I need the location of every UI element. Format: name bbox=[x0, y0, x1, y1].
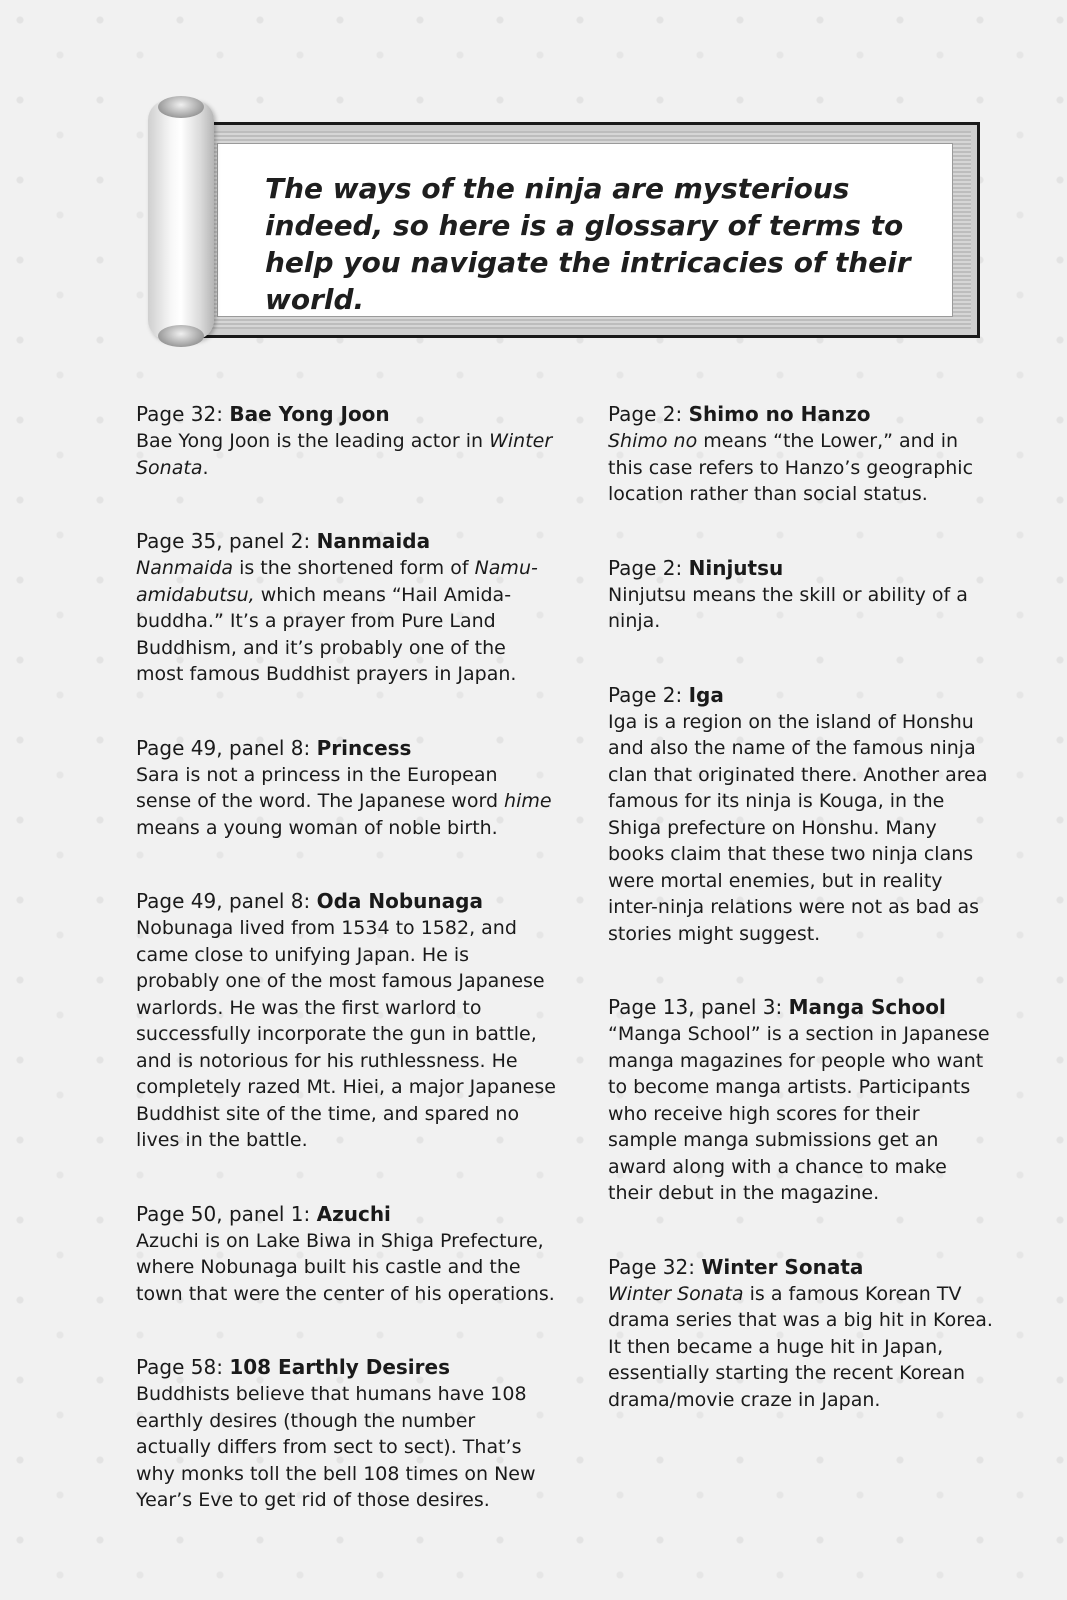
entry-definition bbox=[608, 1281, 993, 1414]
entry-heading bbox=[608, 554, 993, 582]
entry-definition bbox=[136, 428, 556, 481]
entry-term: Nanmaida bbox=[316, 529, 431, 553]
glossary-entry bbox=[136, 400, 556, 481]
entry-term: Manga School bbox=[788, 995, 946, 1019]
glossary-entry bbox=[608, 681, 993, 948]
glossary-right-column bbox=[608, 400, 993, 1413]
glossary-entry bbox=[136, 887, 556, 1154]
definition-text: means “the Lower,” and in this case refers to Hanzo’s geographic location rather than social status. bbox=[608, 430, 974, 505]
entry-heading bbox=[136, 734, 556, 762]
intro-text: The ways of the ninja are mysterious indeed, so here is a glossary of terms to help you navigate the intricacies of their world. bbox=[265, 172, 911, 316]
glossary-entry bbox=[136, 734, 556, 842]
entry-definition bbox=[136, 915, 556, 1154]
entry-definition bbox=[136, 555, 556, 688]
roller-cap-bottom-icon bbox=[158, 325, 204, 347]
entry-definition bbox=[136, 762, 556, 842]
definition-text: Azuchi is on Lake Biwa in Shiga Prefecture, where Nobunaga built his castle and the town that were the center of his operations. bbox=[136, 1229, 555, 1305]
entry-term: Shimo no Hanzo bbox=[688, 402, 871, 426]
entry-heading bbox=[608, 400, 993, 428]
definition-italic-text: Namu-amidabutsu, bbox=[136, 557, 538, 606]
scroll-roller-icon bbox=[148, 100, 214, 340]
entry-heading bbox=[136, 887, 556, 915]
roller-cap-top-icon bbox=[158, 96, 204, 118]
glossary-entry bbox=[608, 993, 993, 1207]
definition-text: Nobunaga lived from 1534 to 1582, and came close to unifying Japan. He is probably one of the most famous Japanese warlords. He was the first warlord to successfully incorporate the gun in battle, and is notorious for his ruthlessness. He completely razed Mt. Hiei, a major Japanese Buddhist site of the time, and spared no lives in the battle. bbox=[136, 917, 556, 1151]
entry-definition bbox=[608, 709, 993, 948]
entry-heading bbox=[136, 1200, 556, 1228]
definition-text: Bae Yong Joon is the leading actor in bbox=[136, 430, 490, 452]
entry-term: Princess bbox=[316, 735, 412, 760]
glossary-entry bbox=[608, 400, 993, 508]
entry-term: Bae Yong Joon bbox=[229, 402, 390, 426]
entry-page-ref: Page 2: bbox=[608, 555, 689, 580]
definition-text: Ninjutsu means the skill or ability of a ninja. bbox=[608, 583, 968, 632]
definition-italic-text: Winter Sonata bbox=[608, 1282, 744, 1305]
entry-term: 108 Earthly Desires bbox=[229, 1355, 450, 1379]
entry-page-ref: Page 49, panel 8: bbox=[136, 889, 317, 913]
definition-text: means a young woman of noble birth. bbox=[136, 816, 498, 839]
entry-term: Ninjutsu bbox=[688, 555, 784, 580]
entry-page-ref: Page 32: bbox=[136, 402, 230, 426]
entry-term: Iga bbox=[688, 682, 724, 707]
definition-italic-text: Nanmaida bbox=[136, 557, 234, 579]
entry-page-ref: Page 58: bbox=[136, 1355, 230, 1379]
entry-page-ref: Page 32: bbox=[608, 1254, 702, 1279]
entry-heading bbox=[608, 681, 993, 709]
entry-heading bbox=[608, 993, 993, 1021]
entry-heading bbox=[136, 527, 556, 555]
entry-page-ref: Page 50, panel 1: bbox=[136, 1201, 317, 1226]
definition-text: which means “Hail Amida-buddha.” It’s a prayer from Pure Land Buddhism, and it’s probably one of the most famous Buddhist prayers in Japan. bbox=[136, 583, 517, 685]
glossary-left-column bbox=[136, 400, 556, 1514]
entry-definition bbox=[608, 1021, 993, 1207]
entry-term: Winter Sonata bbox=[701, 1254, 864, 1279]
definition-text: “Manga School” is a section in Japanese manga magazines for people who want to become manga artists. Participants who receive high scores for their sample manga submissions get an award along with a chance to make their debut in the magazine. bbox=[608, 1023, 990, 1204]
entry-term: Azuchi bbox=[316, 1201, 391, 1226]
entry-term: Oda Nobunaga bbox=[316, 889, 483, 913]
definition-text: is the shortened form of bbox=[233, 557, 475, 579]
entry-page-ref: Page 2: bbox=[608, 402, 689, 426]
glossary-entry bbox=[136, 1353, 556, 1514]
entry-heading bbox=[608, 1253, 993, 1281]
entry-heading bbox=[136, 1353, 556, 1381]
entry-page-ref: Page 49, panel 8: bbox=[136, 735, 317, 760]
entry-heading bbox=[136, 400, 556, 428]
definition-italic-text: Shimo no bbox=[608, 430, 698, 452]
definition-text: . bbox=[202, 456, 209, 479]
entry-definition bbox=[608, 428, 993, 508]
definition-text: Iga is a region on the island of Honshu and also the name of the famous ninja clan that originated there. Another area famous for its ninja is Kouga, in the Shiga prefecture on Honshu. Many books claim that these two ninja clans were mortal enemies, but in reality inter-ninja relations were not as bad as stories might suggest. bbox=[608, 710, 988, 945]
definition-text: Sara is not a princess in the European sense of the word. The Japanese word bbox=[136, 763, 505, 812]
glossary-entry bbox=[608, 554, 993, 635]
entry-page-ref: Page 13, panel 3: bbox=[608, 995, 789, 1019]
glossary-entry bbox=[608, 1253, 993, 1414]
entry-definition bbox=[136, 1381, 556, 1514]
entry-definition bbox=[136, 1228, 556, 1308]
definition-text: Buddhists believe that humans have 108 earthly desires (though the number actually differs from sect to sect). That’s why monks toll the bell 108 times on New Year’s Eve to get rid of those desires. bbox=[136, 1383, 536, 1511]
definition-italic-text: hime bbox=[504, 790, 552, 812]
entry-page-ref: Page 35, panel 2: bbox=[136, 529, 317, 553]
glossary-entry bbox=[136, 527, 556, 688]
glossary-entry bbox=[136, 1200, 556, 1308]
entry-page-ref: Page 2: bbox=[608, 682, 689, 707]
definition-text: is a famous Korean TV drama series that was a big hit in Korea. It then became a huge hit in Japan, essentially starting the recent Korean drama/movie craze in Japan. bbox=[608, 1282, 993, 1411]
entry-definition bbox=[608, 582, 993, 635]
definition-italic-text: Winter Sonata bbox=[136, 430, 553, 479]
